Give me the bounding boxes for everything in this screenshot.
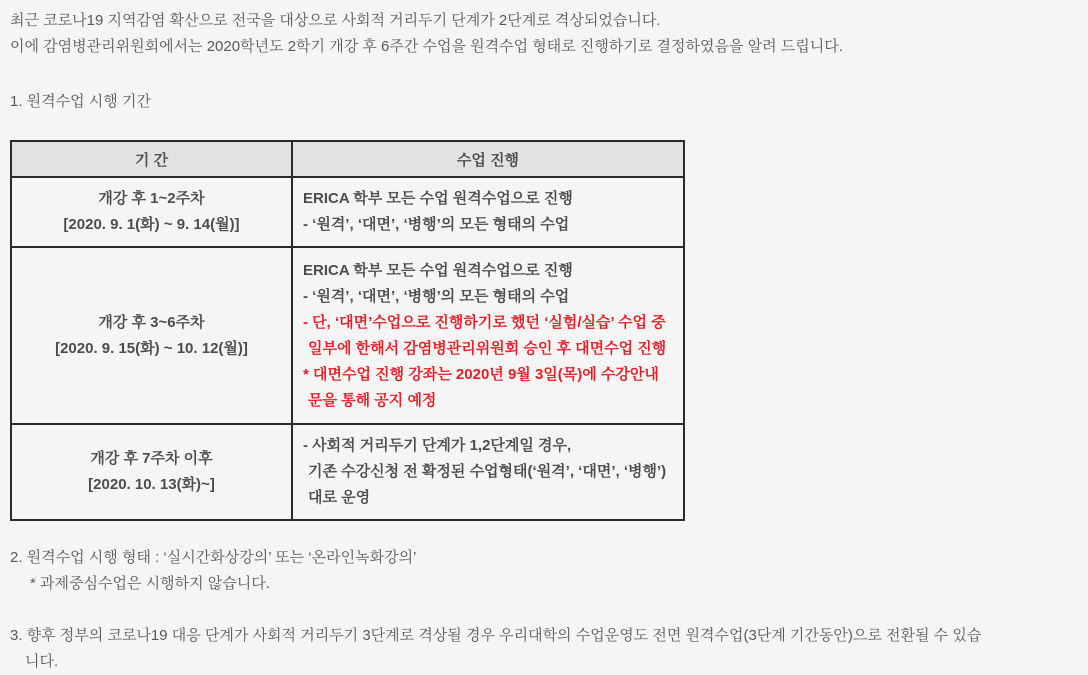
content-line: ERICA 학부 모든 수업 원격수업으로 진행: [303, 261, 573, 279]
period-line: 개강 후 7주차 이후: [90, 450, 213, 467]
period-date-line: [2020. 9. 15(화) ~ 10. 12(월)]: [55, 339, 248, 357]
table-header-row: [11, 141, 684, 177]
content-cell: [292, 424, 684, 520]
content-line: - ‘원격’, ‘대면’, ‘병행’의 모든 형태의 수업: [303, 216, 570, 233]
content-line: - ‘원격’, ‘대면’, ‘병행’의 모든 형태의 수업: [303, 287, 570, 305]
remote-class-schedule-table: [10, 140, 685, 521]
table-row: [11, 424, 684, 520]
intro-line-2: 이에 감염병관리위원회에서는 2020학년도 2학기 개강 후 6주간 수업을 원격수업 형태로 진행하기로 결정하였음을 알려 드립니다.: [10, 38, 843, 55]
content-line: 대로 운영: [308, 489, 371, 506]
intro-paragraph: [10, 8, 1078, 60]
period-line: 개강 후 3~6주차: [98, 313, 205, 331]
period-line: 개강 후 1~2주차: [98, 190, 205, 207]
period-cell: [11, 177, 292, 247]
table-row: [11, 247, 684, 424]
section3-paragraph: [10, 623, 1078, 675]
period-cell: [11, 424, 292, 520]
period-date-line: [2020. 10. 13(화)~]: [88, 476, 215, 493]
content-cell: [292, 247, 684, 424]
period-cell: [11, 247, 292, 424]
content-line-warning: - 단, ‘대면’수업으로 진행하기로 했던 ‘실험/실습’ 수업 중: [303, 313, 666, 331]
table-row: [11, 177, 684, 247]
content-line: ERICA 학부 모든 수업 원격수업으로 진행: [303, 190, 573, 207]
content-line: 기존 수강신청 전 확정된 수업형태(‘원격’, ‘대면’, ‘병행’): [308, 463, 667, 480]
content-line-warning: * 대면수업 진행 강좌는 2020년 9월 3일(목)에 수강안내: [303, 365, 659, 383]
class-progress-column-header: 수업 진행: [292, 141, 684, 177]
content-line: - 사회적 거리두기 단계가 1,2단계일 경우,: [303, 437, 572, 454]
section2-paragraph: [10, 545, 1078, 597]
intro-line-1: 최근 코로나19 지역감염 확산으로 전국을 대상으로 사회적 거리두기 단계가 2단계로 격상되었습니다.: [10, 12, 661, 29]
content-cell: [292, 177, 684, 247]
section1-title: 1. 원격수업 시행 기간: [10, 93, 151, 110]
content-line-warning: 일부에 한해서 감염병관리위원회 승인 후 대면수업 진행: [308, 339, 667, 357]
section3-line-2: 니다.: [25, 653, 59, 670]
section2-note: * 과제중심수업은 시행하지 않습니다.: [30, 575, 270, 592]
content-line-warning: 문을 통해 공지 예정: [308, 391, 437, 409]
period-date-line: [2020. 9. 1(화) ~ 9. 14(월)]: [63, 216, 240, 233]
section2-line-1: 2. 원격수업 시행 형태 : ‘실시간화상강의’ 또는 ‘온라인녹화강의’: [10, 549, 417, 566]
section3-line-1: 3. 향후 정부의 코로나19 대응 단계가 사회적 거리두기 3단계로 격상될 경우 우리대학의 수업운영도 전면 원격수업(3단계 기간동안)으로 전환될 수 있습: [10, 627, 982, 644]
period-column-header: 기 간: [11, 141, 292, 177]
